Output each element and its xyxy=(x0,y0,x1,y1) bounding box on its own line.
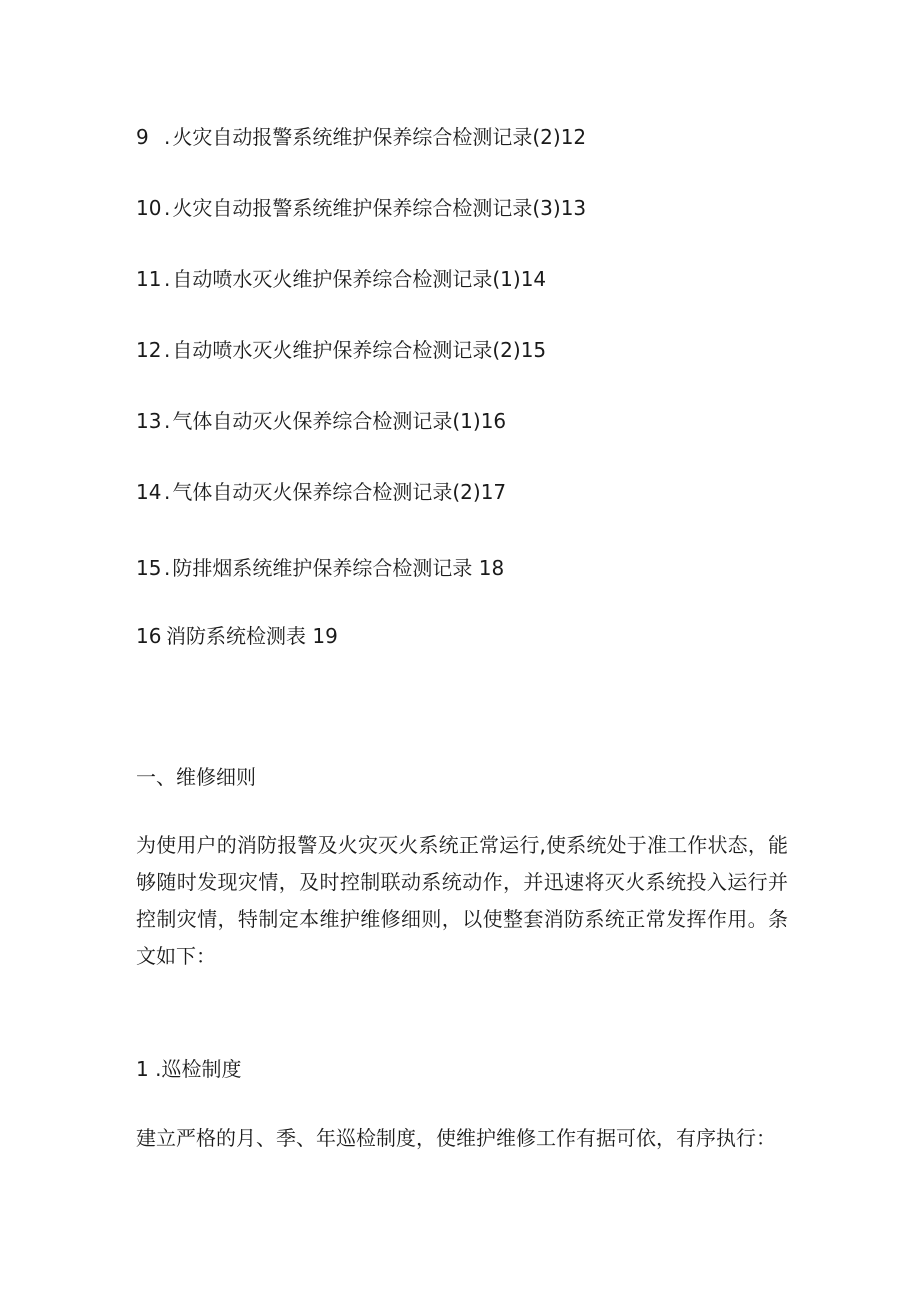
section-heading: 一、维修细则 xyxy=(136,765,256,789)
toc-entry-title: 气体自动灭火保养综合检测记录(1)16 xyxy=(172,409,507,433)
subsection-heading: 1 .巡检制度 xyxy=(136,1057,242,1081)
paragraph-line: 为使用户的消防报警及火灾灭火系统正常运行,使系统处于准工作状态，能 xyxy=(136,833,788,857)
toc-entry-number: 12 xyxy=(136,338,162,362)
toc-entry-title: 气体自动灭火保养综合检测记录(2)17 xyxy=(172,480,507,504)
toc-entry-title: 火灾自动报警系统维护保养综合检测记录(3)13 xyxy=(172,196,587,220)
toc-entry-separator: . xyxy=(164,196,171,220)
toc-entry xyxy=(136,194,586,222)
toc-entry xyxy=(136,336,546,364)
toc-entry xyxy=(136,265,546,293)
toc-entry-title: 火灾自动报警系统维护保养综合检测记录(2)12 xyxy=(172,125,587,149)
toc-entry xyxy=(136,478,506,506)
toc-entry-number: 9 xyxy=(136,125,149,149)
paragraph-line: 文如下： xyxy=(136,944,216,968)
toc-entry-number: 10 xyxy=(136,196,162,220)
toc-entry-separator: . xyxy=(164,267,171,291)
toc-entry-title: 自动喷水灭火维护保养综合检测记录(2)15 xyxy=(172,338,547,362)
toc-entry-number: 16 xyxy=(136,624,162,648)
toc-entry xyxy=(136,622,338,650)
paragraph-line: 够随时发现灾情，及时控制联动系统动作，并迅速将灭火系统投入运行并 xyxy=(136,870,788,894)
toc-entry-separator: . xyxy=(164,556,171,580)
paragraph-line: 控制灾情，特制定本维护维修细则，以使整套消防系统正常发挥作用。条 xyxy=(136,907,788,931)
toc-entry-number: 11 xyxy=(136,267,162,291)
toc-entry-number: 13 xyxy=(136,409,162,433)
toc-entry-separator: . xyxy=(164,409,171,433)
toc-entry-separator: . xyxy=(164,125,171,149)
toc-entry-number: 15 xyxy=(136,556,162,580)
toc-entry-title: 消防系统检测表 19 xyxy=(166,624,338,648)
toc-entry-number: 14 xyxy=(136,480,162,504)
intro-paragraph xyxy=(136,827,788,975)
toc-entry xyxy=(136,123,586,151)
toc-entry-separator: . xyxy=(164,338,171,362)
subsection-paragraph: 建立严格的月、季、年巡检制度，使维护维修工作有据可依，有序执行： xyxy=(136,1126,776,1150)
toc-entry-title: 自动喷水灭火维护保养综合检测记录(1)14 xyxy=(172,267,547,291)
toc-entry-title: 防排烟系统维护保养综合检测记录 18 xyxy=(172,556,505,580)
toc-entry xyxy=(136,407,506,435)
toc-entry xyxy=(136,554,504,582)
toc-entry-separator: . xyxy=(164,480,171,504)
